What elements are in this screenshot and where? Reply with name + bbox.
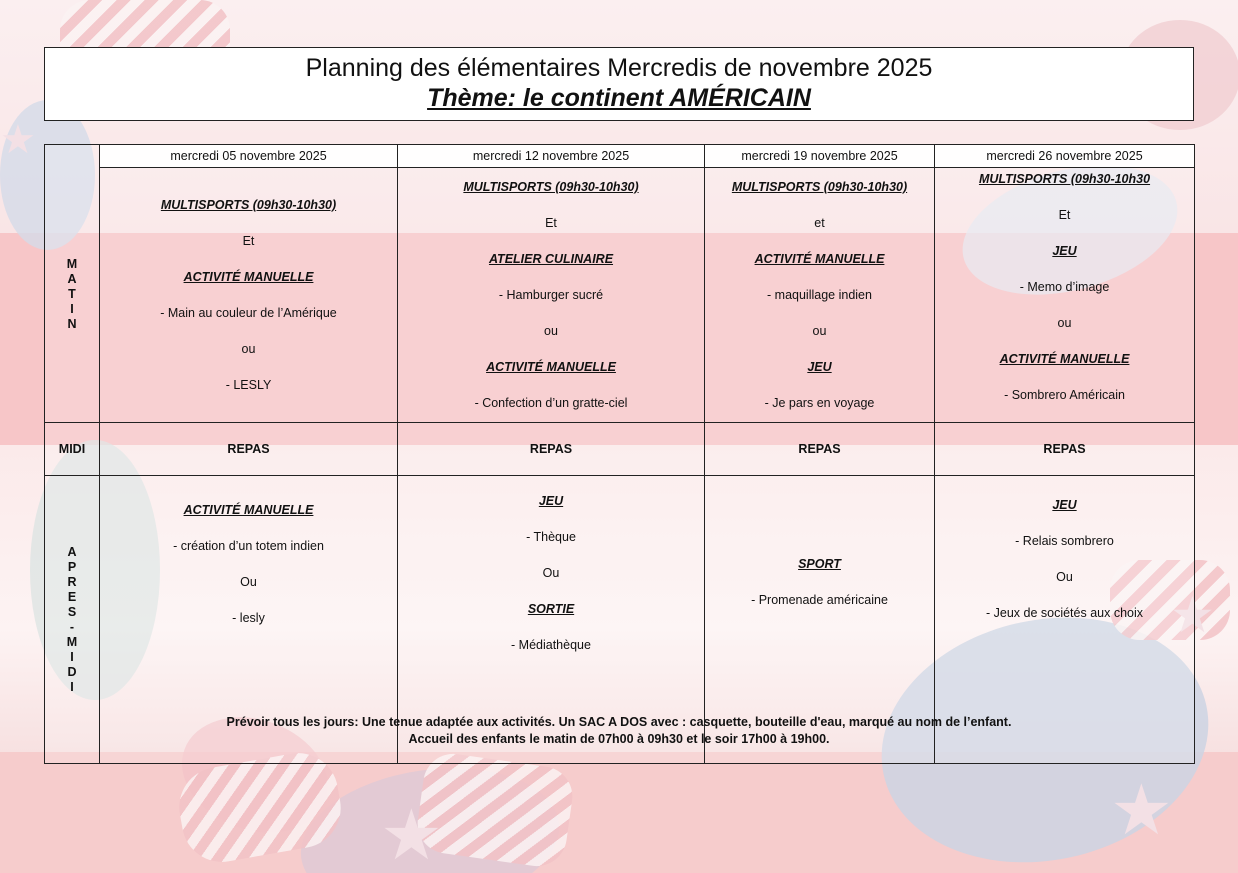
activity-line: ou xyxy=(812,324,827,338)
activity-line: - Memo d’image xyxy=(1019,280,1110,294)
activity-line: et xyxy=(814,216,825,230)
footer-line: Prévoir tous les jours: Une tenue adaptée aux activités. Un SAC A DOS avec : casquette, bouteille d'eau, marqué au nom de l’enfant. xyxy=(226,715,1012,729)
date-header: mercredi 05 novembre 2025 xyxy=(100,145,398,168)
activity-line: - Jeux de sociétés aux choix xyxy=(985,606,1144,620)
footer-notes xyxy=(0,714,1238,748)
activity-line: Et xyxy=(545,216,557,230)
activity-line: ou xyxy=(241,342,256,356)
star-icon: ★ xyxy=(1170,587,1215,643)
corner-cell xyxy=(45,145,100,168)
activity-heading: JEU xyxy=(1052,498,1077,512)
star-icon: ★ xyxy=(380,796,443,873)
activity-heading: SPORT xyxy=(798,557,841,571)
repas-cell: REPAS xyxy=(100,423,398,476)
apres-midi-label: A P R E S - M I D I xyxy=(45,476,100,764)
schedule-table xyxy=(44,144,1195,764)
activity-line: - Médiathèque xyxy=(511,638,591,652)
activity-cell xyxy=(935,168,1195,423)
activity-line: - Main au couleur de l’Amérique xyxy=(160,306,337,320)
activity-heading: ACTIVITÉ MANUELLE xyxy=(183,503,314,517)
activity-line: - Promenade américaine xyxy=(751,593,888,607)
activity-line: - lesly xyxy=(232,611,265,625)
activity-heading: JEU xyxy=(1052,244,1077,258)
activity-line: - maquillage indien xyxy=(767,288,872,302)
activity-heading: MULTISPORTS (09h30-10h30) xyxy=(463,180,639,194)
midi-label: MIDI xyxy=(45,423,100,476)
activity-line: Et xyxy=(242,234,255,248)
date-header: mercredi 19 novembre 2025 xyxy=(705,145,935,168)
activity-heading: JEU xyxy=(807,360,832,374)
midi-row xyxy=(45,423,1195,476)
activity-line: - Thèque xyxy=(526,530,576,544)
activity-heading: MULTISPORTS (09h30-10h30) xyxy=(731,180,908,194)
dates-row xyxy=(45,145,1195,168)
activity-cell xyxy=(398,168,705,423)
theme-title: Thème: le continent AMÉRICAIN xyxy=(427,84,811,112)
activity-line: - Hamburger sucré xyxy=(498,288,604,302)
activity-heading: ACTIVITÉ MANUELLE xyxy=(486,360,616,374)
star-icon: ★ xyxy=(1110,771,1173,849)
activity-line: Et xyxy=(1058,208,1071,222)
activity-line: Ou xyxy=(1056,570,1073,584)
footer-line: Accueil des enfants le matin de 07h00 à 09h30 et le soir 17h00 à 19h00. xyxy=(408,732,830,746)
repas-cell: REPAS xyxy=(398,423,705,476)
activity-line: - Relais sombrero xyxy=(1015,534,1114,548)
activity-line: - création d’un totem indien xyxy=(173,539,324,553)
activity-heading: ACTIVITÉ MANUELLE xyxy=(754,252,885,266)
activity-heading: ATELIER CULINAIRE xyxy=(488,252,614,266)
activity-heading: MULTISPORTS (09h30-10h30) xyxy=(160,198,337,212)
activity-line: - LESLY xyxy=(225,378,272,392)
star-icon: ★ xyxy=(0,118,36,162)
activity-cell xyxy=(100,168,398,423)
activity-heading: SORTIE xyxy=(527,602,575,616)
title-box xyxy=(44,47,1194,121)
activity-line: - Je pars en voyage xyxy=(764,396,875,410)
activity-line: ou xyxy=(544,324,558,338)
matin-label: M A T I N xyxy=(45,168,100,423)
repas-cell: REPAS xyxy=(705,423,935,476)
activity-cell xyxy=(705,168,935,423)
activity-line: Ou xyxy=(542,566,560,580)
date-header: mercredi 12 novembre 2025 xyxy=(398,145,705,168)
date-header: mercredi 26 novembre 2025 xyxy=(935,145,1195,168)
activity-line: Ou xyxy=(240,575,257,589)
activity-heading: ACTIVITÉ MANUELLE xyxy=(999,352,1130,366)
activity-heading: MULTISPORTS (09h30-10h30 xyxy=(978,172,1151,186)
activity-line: ou xyxy=(1057,316,1072,330)
activity-heading: JEU xyxy=(538,494,564,508)
activity-heading: ACTIVITÉ MANUELLE xyxy=(183,270,314,284)
activity-line: - Confection d’un gratte-ciel xyxy=(474,396,628,410)
activity-line: - Sombrero Américain xyxy=(1004,388,1125,402)
repas-cell: REPAS xyxy=(935,423,1195,476)
page-title: Planning des élémentaires Mercredis de novembre 2025 xyxy=(305,54,933,82)
matin-row xyxy=(45,168,1195,423)
